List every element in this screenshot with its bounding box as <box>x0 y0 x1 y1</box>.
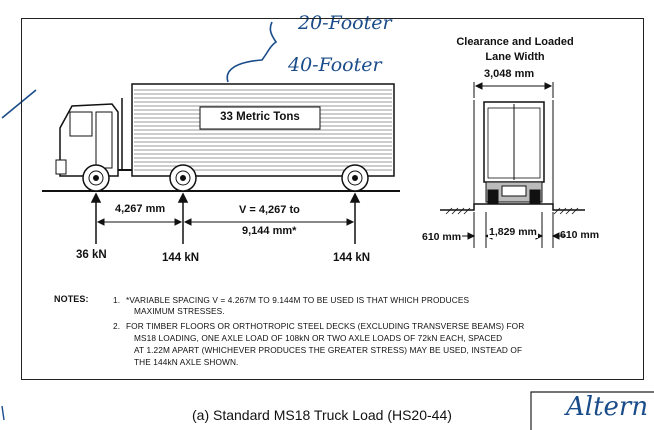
note-1-line2: MAXIMUM STRESSES. <box>134 306 225 316</box>
axle-load-middle: 144 kN <box>162 252 200 264</box>
cargo-label: 33 Metric Tons <box>220 111 300 123</box>
note-2-line3: AT 1.22M APART (WHICHEVER PRODUCES THE GREATER STRESS) MAY BE USED, INSTEAD OF <box>134 345 523 355</box>
clearance-title-line1: Clearance and Loaded <box>456 36 574 48</box>
handwritten-40-footer: 40-Footer <box>288 54 382 76</box>
axle-load-rear: 144 kN <box>333 252 371 264</box>
figure-caption: (a) Standard MS18 Truck Load (HS20-44) <box>192 407 452 423</box>
clearance-title-line2: Lane Width <box>485 51 545 63</box>
dim-variable-line1: V = 4,267 to <box>236 204 303 216</box>
axle-load-front: 36 kN <box>76 249 107 261</box>
note-1-line1: *VARIABLE SPACING V = 4.267M TO 9.144M TO BE USED IS THAT WHICH PRODUCES <box>126 295 470 305</box>
dim-variable-line2: 9,144 mm* <box>242 225 297 237</box>
handwritten-alt-text: Altern <box>566 392 649 422</box>
clearance-right-offset: 610 mm <box>560 229 600 241</box>
note-2-line4: THE 144kN AXLE SHOWN. <box>134 357 239 367</box>
note-2-line2: MS18 LOADING, ONE AXLE LOAD OF 108kN OR TWO AXLE LOADS OF 72kN EACH, SPACED <box>134 333 503 343</box>
note-2-line1: FOR TIMBER FLOORS OR ORTHOTROPIC STEEL DECKS (EXCLUDING TRANSVERSE BEAMS) FOR <box>126 321 525 331</box>
note-1-number: 1. <box>113 295 121 305</box>
clearance-axle-track: 1,829 mm <box>489 226 537 238</box>
notes-heading: NOTES: <box>54 294 89 304</box>
dim-front-spacing: 4,267 mm <box>112 203 168 215</box>
clearance-left-offset: 610 mm <box>422 231 462 243</box>
handwritten-20-footer: 20-Footer <box>298 12 392 34</box>
lane-width-label: 3,048 mm <box>484 68 535 80</box>
note-2-number: 2. <box>113 321 121 331</box>
